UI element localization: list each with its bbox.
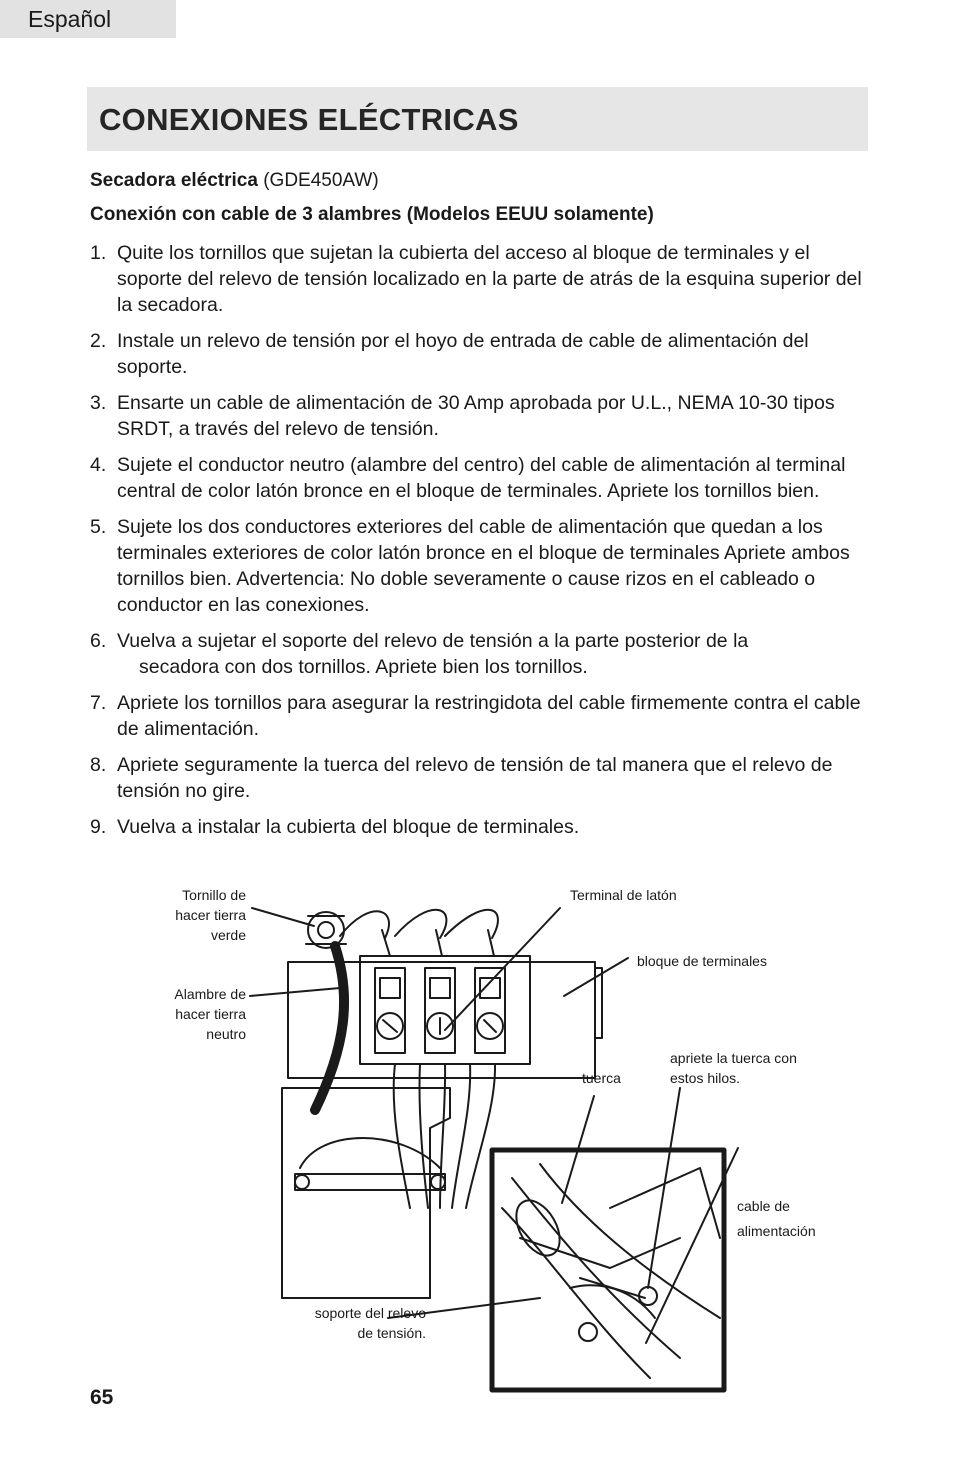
step-text: Apriete seguramente la tuerca del relevo de tensión de tal manera que el relevo de tensión no gire. — [117, 754, 833, 802]
title-bar — [87, 87, 868, 151]
step-number: 1. — [90, 242, 107, 264]
step-text: Apriete los tornillos para asegurar la restringidota del cable firmemente contra el cable de alimentación. — [117, 692, 861, 740]
step-text-line2: secadora con dos tornillos. Apriete bien los tornillos. — [139, 656, 588, 678]
page-title: CONEXIONES ELÉCTRICAS — [99, 102, 519, 137]
step-8 — [90, 752, 870, 804]
step-number: 7. — [90, 692, 107, 714]
instruction-steps — [90, 240, 870, 850]
inset-nut — [507, 1193, 568, 1263]
step-text: Instale un relevo de tensión por el hoyo de entrada de cable de alimentación del soporte. — [117, 330, 809, 378]
wire-loop-2 — [395, 910, 446, 938]
label-nut: tuerca — [582, 1070, 621, 1086]
product-name: Secadora eléctrica — [90, 170, 258, 191]
step-5 — [90, 514, 870, 618]
step-text-line1: Vuelva a sujetar el soporte del relevo de tensión a la parte posterior de la — [117, 630, 749, 652]
language-tab: Español — [0, 0, 176, 38]
leader-brass-terminal — [445, 908, 560, 1030]
label-tighten-nut: apriete la tuerca con estos hilos. — [670, 1050, 797, 1086]
step-number: 8. — [90, 754, 107, 776]
step-number: 3. — [90, 392, 107, 414]
step-number: 2. — [90, 330, 107, 352]
step-1 — [90, 240, 870, 318]
cable-clamp — [300, 1138, 440, 1168]
step-number: 4. — [90, 454, 107, 476]
step-text: Vuelva a instalar la cubierta del bloque de terminales. — [117, 816, 580, 838]
step-number: 5. — [90, 516, 107, 538]
label-power-cord: cable de alimentación — [737, 1198, 816, 1239]
page-number: 65 — [90, 1386, 114, 1409]
wiring-diagram — [140, 878, 860, 1398]
label-terminal-block: bloque de terminales — [637, 953, 767, 969]
strain-relief-bracket — [282, 1088, 450, 1298]
leader-ground-wire — [250, 988, 340, 996]
wire-loop-3 — [445, 910, 498, 938]
step-2 — [90, 328, 870, 380]
step-3 — [90, 390, 870, 442]
step-text: Ensarte un cable de alimentación de 30 Amp aprobada por U.L., NEMA 10-30 tipos SRDT, a través del relevo de tensión. — [117, 392, 835, 440]
step-6 — [90, 628, 870, 680]
step-7 — [90, 690, 870, 742]
section-subheading: Conexión con cable de 3 alambres (Modelos EEUU solamente) — [90, 204, 654, 225]
wire-loop-1 — [340, 911, 389, 938]
label-ground-screw: Tornillo de hacer tierra verde — [175, 887, 246, 943]
step-text: Sujete los dos conductores exteriores del cable de alimentación que quedan a los terminales exteriores de color latón bronce en el bloque de terminales Apriete ambos tornillos bien. Advertencia: No doble severamente o cause rizos en el cableado o conductor en las conexiones. — [117, 516, 850, 616]
step-9 — [90, 814, 870, 840]
step-text: Sujete el conductor neutro (alambre del centro) del cable de alimentación al terminal central de color latón bronce en el bloque de terminales. Apriete los tornillos bien. — [117, 454, 846, 502]
step-text: Quite los tornillos que sujetan la cubierta del acceso al bloque de terminales y el soporte del relevo de tensión localizado en la parte de atrás de la esquina superior del la secadora. — [117, 242, 862, 316]
label-ground-wire: Alambre de hacer tierra neutro — [174, 986, 246, 1042]
plate-edge — [595, 968, 602, 1038]
inset-box — [492, 1150, 724, 1390]
leader-ground-screw — [252, 908, 314, 926]
step-4 — [90, 452, 870, 504]
label-strain-relief: soporte del relevo de tensión. — [314, 1305, 426, 1341]
step-number: 9. — [90, 816, 107, 838]
label-brass-terminal: Terminal de latón — [570, 887, 677, 903]
product-subheading — [90, 168, 379, 194]
step-number: 6. — [90, 630, 107, 652]
ground-wire — [315, 946, 344, 1110]
product-model: (GDE450AW) — [263, 170, 379, 191]
